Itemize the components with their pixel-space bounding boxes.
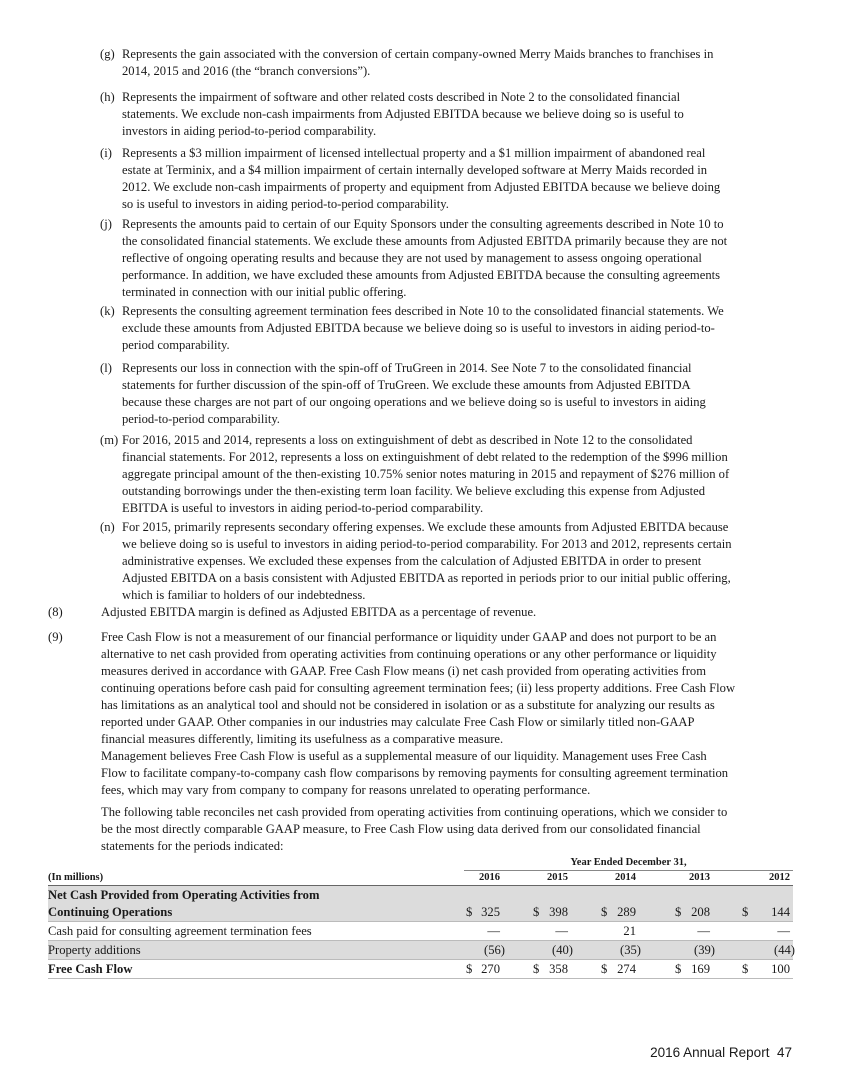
footnote-line: 2014, 2015 and 2016 (the “branch conversions”).: [122, 64, 371, 78]
note-line: Adjusted EBITDA margin is defined as Adjusted EBITDA as a percentage of revenue.: [101, 605, 537, 619]
footnote-line: outstanding borrowings under the then-existing term loan facility. We believe excluding this expense from Adjusted: [122, 484, 706, 498]
footnote-line: EBITDA is useful to investors in aiding period-to-period comparability.: [122, 501, 484, 515]
footnote-line: performance. In addition, we have excluded these amounts from Adjusted EBITDA because the consulting agreements: [122, 268, 721, 282]
currency-symbol: $: [601, 905, 608, 919]
table-row: [48, 941, 793, 960]
cell-value: —: [487, 924, 500, 938]
note-line: continuing operations before cash paid for consulting agreement termination fees; (ii) less property additions. Free Cash Flow: [101, 681, 736, 695]
footnote-line: Represents a $3 million impairment of licensed intellectual property and a $1 million impairment of abandoned real: [122, 146, 706, 160]
footnote-line: the consolidated financial statements. We exclude these amounts from Adjusted EBITDA primarily because they are not: [122, 234, 728, 248]
year-header: 2016: [479, 872, 500, 883]
footnote-line: statements for further discussion of the spin-off of TruGreen. We exclude these amounts from Adjusted EBITDA: [122, 378, 691, 392]
paragraph: [101, 804, 793, 855]
year-header: 2015: [547, 872, 568, 883]
note-label: (9): [48, 630, 63, 644]
report-title: 2016 Annual Report: [650, 1045, 770, 1060]
note-line: Free Cash Flow is not a measurement of our financial performance or liquidity under GAAP and does not purport to be an: [101, 630, 717, 644]
table-row: [48, 960, 793, 979]
note-item: [48, 629, 794, 748]
footnote-line: For 2016, 2015 and 2014, represents a loss on extinguishment of debt as described in Note 12 to the consolidated: [122, 433, 693, 447]
footnote-line: Adjusted EBITDA on a basis consistent with Adjusted EBITDA as reported in periods prior to our initial public offering,: [122, 571, 731, 585]
footnote-line: estate at Terminix, and a $4 million impairment of certain internally developed software at Merry Maids recorded in: [122, 163, 708, 177]
note-line: reported under GAAP. Other companies in our industries may calculate Free Cash Flow or similarly titled non-GAAP: [101, 715, 695, 729]
cell-value: —: [555, 924, 568, 938]
footnote-line: For 2015, primarily represents secondary offering expenses. We exclude these amounts from Adjusted EBITDA because: [122, 520, 729, 534]
page-footer: [650, 1045, 792, 1060]
footnote-line: financial statements. For 2012, represents a loss on extinguishment of debt related to the redemption of the $996 million: [122, 450, 728, 464]
cell-value: 144: [771, 905, 790, 919]
footnote-item: [100, 216, 794, 301]
footnote-line: so is useful to investors in aiding period-to-period comparability.: [122, 197, 449, 211]
cell-value: 270: [481, 962, 500, 976]
footnote-item: [100, 303, 794, 354]
footnote-label: (n): [100, 520, 115, 534]
row-label: [48, 887, 319, 921]
paragraph-line: The following table reconciles net cash provided from operating activities from continuing operations, which we consider to: [101, 805, 728, 819]
footnote-line: Represents the impairment of software and other related costs described in Note 2 to the consolidated financial: [122, 90, 681, 104]
paragraph-line: Management believes Free Cash Flow is useful as a supplemental measure of our liquidity. Management uses Free Cash: [101, 749, 707, 763]
currency-symbol: $: [466, 962, 473, 976]
cell-value: (44): [774, 943, 795, 957]
cell-value: (56): [484, 943, 505, 957]
footnote-item: [100, 519, 794, 604]
footnote-label: (k): [100, 304, 115, 318]
year-ended-label: Year Ended December 31,: [570, 857, 687, 868]
note-item: [48, 604, 794, 621]
footnote-line: Represents the consulting agreement termination fees described in Note 10 to the consolidated financial statements. We: [122, 304, 724, 318]
currency-symbol: $: [742, 905, 749, 919]
row-label: [48, 942, 141, 959]
footnote-line: period-to-period comparability.: [122, 412, 280, 426]
page-number: 47: [776, 1045, 792, 1060]
footnote-label: (j): [100, 217, 112, 231]
row-label-line: Continuing Operations: [48, 905, 173, 919]
cell-value: 358: [549, 962, 568, 976]
note-line: has limitations as an analytical tool and should not be considered in isolation or as a substitute for analyzing our results as: [101, 698, 715, 712]
row-label-line: Net Cash Provided from Operating Activities from: [48, 888, 320, 902]
row-label-line: Property additions: [48, 943, 141, 957]
footnote-label: (g): [100, 47, 115, 61]
footnote-label: (i): [100, 146, 112, 160]
cell-value: (40): [552, 943, 573, 957]
footnote-item: [100, 46, 794, 80]
note-line: measures derived in accordance with GAAP. Free Cash Flow means (i) net cash provided from operating activities from: [101, 664, 707, 678]
cell-value: 208: [691, 905, 710, 919]
currency-symbol: $: [675, 962, 682, 976]
paragraph-line: be the most directly comparable GAAP measure, to Free Cash Flow using data derived from our consolidated financial: [101, 822, 701, 836]
free-cash-flow-table: [48, 853, 793, 979]
footnote-line: investors in aiding period-to-period comparability.: [122, 124, 377, 138]
footnote-line: Represents the amounts paid to certain of our Equity Sponsors under the consulting agreements described in Note 10 to: [122, 217, 724, 231]
cell-value: 289: [617, 905, 636, 919]
cell-value: 325: [481, 905, 500, 919]
footnote-item: [100, 89, 794, 140]
paragraph: [101, 748, 793, 799]
row-label-line: Free Cash Flow: [48, 962, 133, 976]
note-label: (8): [48, 605, 63, 619]
paragraph-line: Flow to facilitate company-to-company cash flow comparisons by removing payments for consulting agreement termination: [101, 766, 729, 780]
footnote-line: Represents the gain associated with the conversion of certain company-owned Merry Maids branches to franchises in: [122, 47, 714, 61]
footnote-line: 2012. We exclude non-cash impairments of property and equipment from Adjusted EBITDA because we believe doing: [122, 180, 721, 194]
footnote-item: [100, 360, 794, 428]
note-line: alternative to net cash provided from operating activities from continuing operations or any other performance or liquidity: [101, 647, 717, 661]
table-period-header: [48, 853, 793, 869]
footnote-line: Represents our loss in connection with the spin-off of TruGreen in 2014. See Note 7 to the consolidated financial: [122, 361, 692, 375]
currency-symbol: $: [533, 962, 540, 976]
currency-symbol: $: [466, 905, 473, 919]
cell-value: 274: [617, 962, 636, 976]
currency-symbol: $: [601, 962, 608, 976]
year-header: 2012: [769, 872, 790, 883]
note-line: financial measures differently, limiting its usefulness as a comparative measure.: [101, 732, 504, 746]
cell-value: 21: [623, 924, 636, 938]
cell-value: 169: [691, 962, 710, 976]
footnote-line: aggregate principal amount of the then-existing 10.75% senior notes maturing in 2015 and repayment of $276 million of: [122, 467, 730, 481]
footnote-line: administrative expenses. We excluded these expenses from the calculation of Adjusted EBITDA in order to present: [122, 554, 702, 568]
footnote-line: reflective of ongoing operating results and because they are not used by management to assess ongoing operational: [122, 251, 702, 265]
year-header: 2014: [615, 872, 636, 883]
cell-value: 100: [771, 962, 790, 976]
footnote-item: [100, 145, 794, 213]
cell-value: —: [777, 924, 790, 938]
footnote-item: [100, 432, 794, 517]
cell-value: (39): [694, 943, 715, 957]
table-body: [48, 886, 793, 979]
cell-value: 398: [549, 905, 568, 919]
footnote-line: which is familiar to holders of our indebtedness.: [122, 588, 366, 602]
footnote-label: (h): [100, 90, 115, 104]
cell-value: —: [697, 924, 710, 938]
row-label: [48, 961, 132, 978]
year-header: 2013: [689, 872, 710, 883]
footnote-label: (l): [100, 361, 112, 375]
cell-value: (35): [620, 943, 641, 957]
footnote-line: we believe doing so is useful to investors in aiding period-to-period comparability. For 2013 and 2012, represents certain: [122, 537, 732, 551]
footnote-label: (m): [100, 433, 119, 447]
row-label-line: Cash paid for consulting agreement termination fees: [48, 924, 312, 938]
currency-symbol: $: [533, 905, 540, 919]
footnote-line: terminated in connection with our initial public offering.: [122, 285, 407, 299]
footnote-line: because these charges are not part of our ongoing operations and we believe doing so is useful to investors in aiding: [122, 395, 706, 409]
footnote-line: exclude these amounts from Adjusted EBITDA because we believe doing so is useful to investors in aiding period-to-: [122, 321, 715, 335]
footnote-line: period comparability.: [122, 338, 230, 352]
units-label: (In millions): [48, 872, 104, 883]
currency-symbol: $: [742, 962, 749, 976]
footnote-line: statements. We exclude non-cash impairments from Adjusted EBITDA because we believe doing so is useful to: [122, 107, 684, 121]
paragraph-line: statements for the periods indicated:: [101, 839, 284, 853]
table-row: [48, 922, 793, 941]
currency-symbol: $: [675, 905, 682, 919]
row-label: [48, 923, 312, 940]
paragraph-line: fees, which may vary from company to company for reasons unrelated to operating performance.: [101, 783, 591, 797]
table-row: [48, 886, 793, 922]
table-column-headers: [48, 869, 793, 886]
